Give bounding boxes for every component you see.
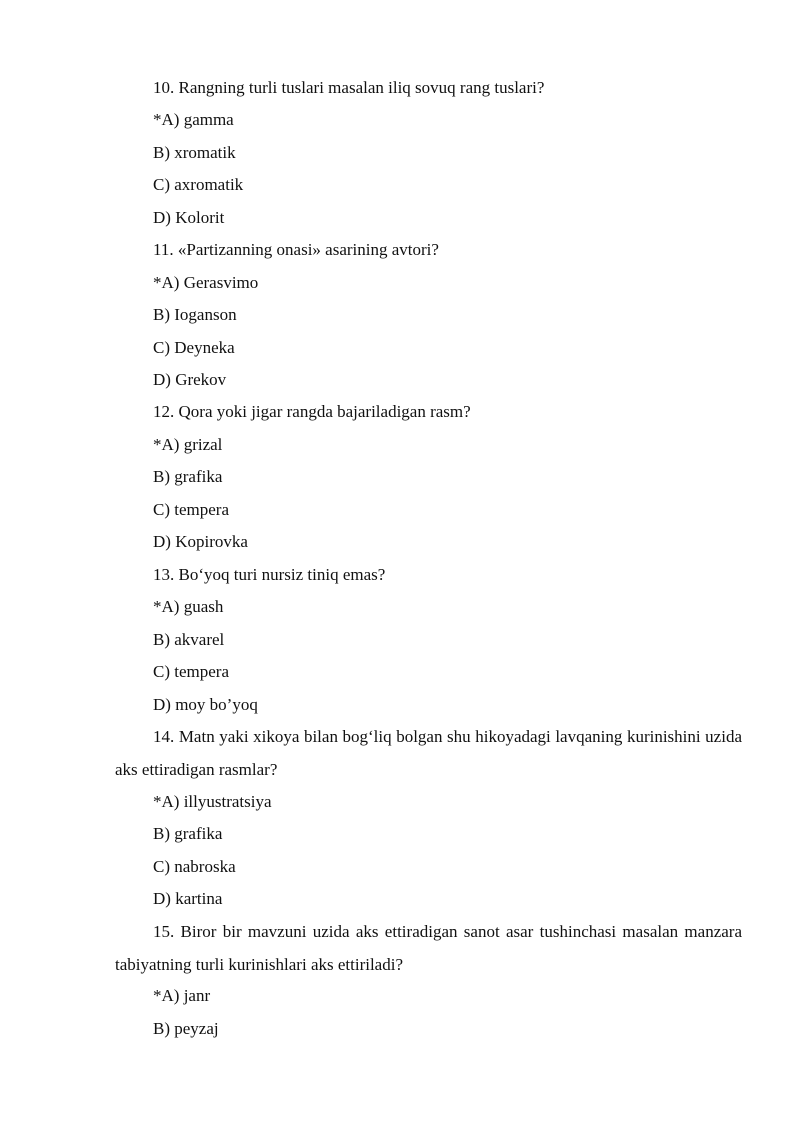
question-12-option-b: B) grafika <box>153 467 223 486</box>
question-14-text: 14. Matn yaki xikoya bilan bog‘liq bolgan shu hikoyadagi lavqaning kurinishini uzida aks ettiradigan rasmlar? <box>115 727 742 779</box>
question-15-option-a: *A) janr <box>153 986 211 1005</box>
question-10-option-d: D) Kolorit <box>153 208 225 227</box>
question-10-option-a: *A) gamma <box>153 110 234 129</box>
question-10-option-b: B) xromatik <box>153 143 236 162</box>
question-12-text: 12. Qora yoki jigar rangda bajariladigan rasm? <box>153 402 471 421</box>
question-13-option-a: *A) guash <box>153 597 224 616</box>
question-15-text: 15. Biror bir mavzuni uzida aks ettiradigan sanot asar tushinchasi masalan manzara tabiyatning turli kurinishlari aks ettiriladi? <box>115 922 742 974</box>
question-13-option-d: D) moy bo’yoq <box>153 695 258 714</box>
question-14-option-c: C) nabroska <box>153 857 236 876</box>
question-13-option-c: C) tempera <box>153 662 229 681</box>
question-14-option-d: D) kartina <box>153 889 223 908</box>
question-10-option-c: C) axromatik <box>153 175 244 194</box>
question-10-text: 10. Rangning turli tuslari masalan iliq sovuq rang tuslari? <box>153 78 545 97</box>
question-11-option-c: C) Deyneka <box>153 338 235 357</box>
question-11-option-a: *A) Gerasvimo <box>153 273 259 292</box>
question-13-option-b: B) akvarel <box>153 630 225 649</box>
question-12-option-c: C) tempera <box>153 500 229 519</box>
question-12-option-d: D) Kopirovka <box>153 532 248 551</box>
question-11-text: 11. «Partizanning onasi» asarining avtori? <box>153 240 439 259</box>
question-11-option-d: D) Grekov <box>153 370 227 389</box>
question-15-option-b: B) peyzaj <box>153 1019 219 1038</box>
question-14-option-a: *A) illyustratsiya <box>153 792 272 811</box>
question-14-option-b: B) grafika <box>153 824 223 843</box>
question-12-option-a: *A) grizal <box>153 435 223 454</box>
question-11-option-b: B) Ioganson <box>153 305 237 324</box>
question-13-text: 13. Bo‘yoq turi nursiz tiniq emas? <box>153 565 386 584</box>
